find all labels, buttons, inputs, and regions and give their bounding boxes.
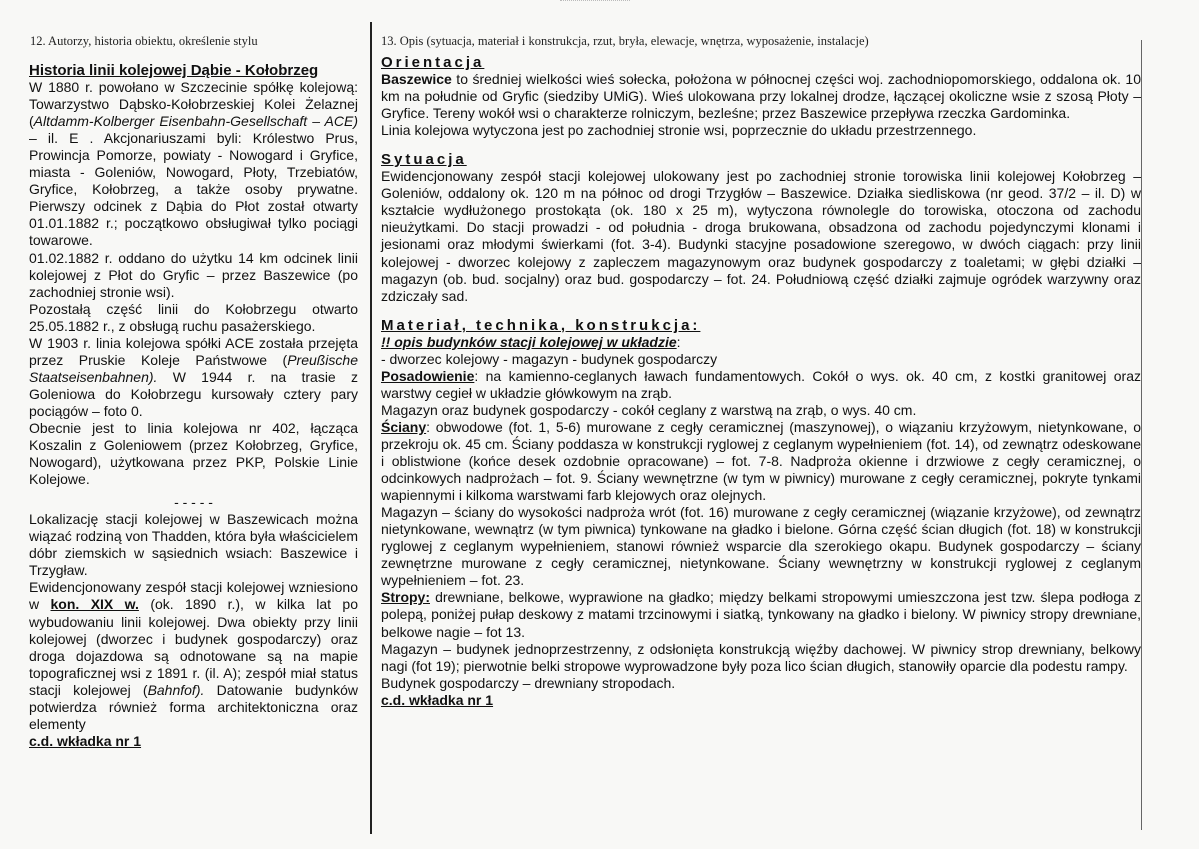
scan-dots: [560, 0, 630, 7]
situation-paragraph: Ewidencjonowany zespół stacji kolejowej ulokowany jest po zachodniej stronie torowiska linii kolejowej Kołobrzeg – Goleniów, oddalony ok. 120 m na północ od drogi Trzygłów – Baszewice. Działka siedliskowa (nr geod. 37/2 – il. D) w kształcie wydłużonego prostokąta (ok. 180 x 25 m), wytyczona równolegle do torowiska, otoczona od zachodu nieużytkami. Do stacji prowadzi - od południa - droga brukowana, obsadzona od zachodu pojedynczymi klonami i jesionami oraz młodymi świerkami (fot. 3-4). Budynki stacyjne posadowione szeregowo, w dwóch ciągach: przy linii kolejowej - dworzec kolejowy z zapleczem magazynowym oraz budynek gospodarczy z toaletami; w głębi działki – magazyn (ob. bud. socjalny) oraz bud. gospodarczy – fot. 24. Południową część działki zajmuje ogródek warzywny oraz zdziczały sad.: [381, 168, 1141, 304]
material-subheading: !! opis budynków stacji kolejowej w układzie:: [381, 333, 681, 350]
description-column: [381, 54, 1141, 709]
ceilings-paragraph: Stropy: drewniane, belkowe, wyprawione na gładko; między belkami stropowymi umieszczona jest tzw. ślepa podłoga z polepą, poniżej pułap deskowy z matami trzcinowymi i siatką, tynkowany na gładko i bielony. W piwnicy stropy drewniane, belkowe nagie – fot 13.: [381, 589, 1141, 640]
warehouse-ceiling-paragraph: Magazyn – budynek jednoprzestrzenny, z odsłonięta konstrukcją więźby dachowej. W piwnicy strop drewniany, belkowy nagi (fot 19); pierwotnie belki stropowe wyprowadzone były poza lico ścian długich, stanowiły oparcie dla podestu rampy.: [381, 640, 1141, 674]
history-title: Historia linii kolejowej Dąbie - Kołobrzeg: [29, 62, 319, 79]
warehouse-plinth-line: Magazyn oraz budynek gospodarczy - cokół ceglany z warstwą na zrąb, o wys. 40 cm.: [381, 401, 917, 418]
column-divider: [370, 22, 372, 834]
right-column-header: 13. Opis (sytuacja, materiał i konstrukcja, rzut, bryła, elewacje, wnętrza, wyposażenie, instalacje): [381, 34, 869, 48]
history-paragraph-7: Ewidencjonowany zespół stacji kolejowej wzniesiono w kon. XIX w. (ok. 1890 r.), w kilka lat po wybudowaniu linii kolejowej. Dwa obiekty przy linii kolejowej (dworzec i budynek gospodarczy) oraz droga dojazdowa są odnotowane są na mapie topograficznej wsi z 1891 r. (il. A); zespół miał status stacji kolejowej (Bahnfof). Datowanie budynków potwierdza również forma architektoniczna oraz elementy: [29, 579, 358, 732]
outbuilding-ceiling-line: Budynek gospodarczy – drewniany stropodach.: [381, 674, 676, 691]
history-paragraph-5: Obecnie jest to linia kolejowa nr 402, łącząca Koszalin z Goleniowem (przez Kołobrzeg, Gryfice, Nowogard), użytkowana przez PKP, Polskie Linie Kolejowe.: [29, 419, 358, 488]
situation-heading: Sytuacja: [381, 151, 467, 169]
continuation-note-left: c.d. wkładka nr 1: [29, 732, 142, 749]
building-list: - dworzec kolejowy - magazyn - budynek gospodarczy: [381, 350, 718, 367]
material-heading: Materiał, technika, konstrukcja:: [381, 316, 701, 334]
left-column-header: 12. Autorzy, historia obiektu, określenie stylu: [30, 34, 258, 48]
orientation-line: Linia kolejowa wytyczona jest po zachodniej stronie wsi, poprzecznie do układu przestrzennego.: [381, 122, 977, 139]
foundation-paragraph: Posadowienie: na kamienno-ceglanych ławach fundamentowych. Cokół o wys. ok. 40 cm, z kostki granitowej oraz warstwy cegieł w układzie główkowym na zrąb.: [381, 367, 1141, 401]
history-paragraph-1: W 1880 r. powołano w Szczecinie spółkę kolejową: Towarzystwo Dąbsko-Kołobrzeskiej Kolei Żelaznej (Altdamm-Kolberger Eisenbahn-Gesellschaft – ACE) – il. E . Akcjonariuszami byli: Królestwo Prus, Prowincja Pomorze, powiaty - Nowogard i Gryfice, miasta - Goleniów, Nowogard, Płoty, Trzebiatów, Gryfice, Kołobrzeg, a także osoby prywatne. Pierwszy odcinek z Dąbia do Płot został otwarty 01.01.1882 r.; początkowo obsługiwał tylko pociągi towarowe.: [29, 79, 358, 249]
history-paragraph-2: 01.02.1882 r. oddano do użytku 14 km odcinek linii kolejowej z Płot do Gryfic – przez Baszewice (po zachodniej stronie wsi).: [29, 249, 358, 300]
section-separator: - - - - -: [174, 494, 213, 511]
continuation-note-right: c.d. wkładka nr 1: [381, 691, 494, 708]
history-paragraph-6: Lokalizację stacji kolejowej w Baszewicach można wiązać rodziną von Thadden, która była właścicielem dóbr ziemskich w sąsiednich wsiach: Baszewice i Trzygław.: [29, 511, 358, 579]
right-border: [1141, 40, 1142, 830]
history-paragraph-3: Pozostałą część linii do Kołobrzegu otwarto 25.05.1882 r., z obsługą ruchu pasażerskiego.: [29, 300, 358, 334]
history-paragraph-4: W 1903 r. linia kolejowa spółki ACE została przejęta przez Pruskie Koleje Państwowe (Preußische Staatseisenbahnen). W 1944 r. na trasie z Goleniowa do Kołobrzegu kursowały cztery pary pociągów – foto 0.: [29, 334, 358, 419]
history-column: [29, 62, 358, 750]
orientation-heading: Orientacja: [381, 54, 485, 71]
walls-paragraph: Ściany: obwodowe (fot. 1, 5-6) murowane z cegły ceramicznej (maszynowej), o wiązaniu krzyżowym, nietynkowane, o przekroju ok. 45 cm. Ściany poddasza w konstrukcji ryglowej z ceglanym wypełnieniem (fot. 14), od zewnątrz odeskowane i oblistwione (końce desek ozdobnie opracowane) – fot. 7-8. Nadproża okienne i drzwiowe z cegły ceramicznej, o odcinkowych nadprożach – fot. 9. Ściany wewnętrzne (w tym w piwnicy) murowane z cegły ceramicznej, pokryte tynkami wapiennymi i kilkoma warstwami farb klejowych oraz olejnych.: [381, 418, 1141, 504]
orientation-paragraph: Baszewice to średniej wielkości wieś sołecka, położona w północnej części woj. zachodniopomorskiego, oddalona ok. 10 km na południe od Gryfic (siedziby UMiG). Wieś ulokowana przy lokalnej drodze, łączącej okoliczne wsie z szosą Płoty – Gryfice. Tereny wokół wsi o charakterze rolniczym, bezleśne; przez Baszewice przepływa rzeczka Gardominka.: [381, 71, 1141, 122]
warehouse-walls-paragraph: Magazyn – ściany do wysokości nadproża wrót (fot. 16) murowane z cegły ceramicznej (wiązanie krzyżowe), od zewnątrz nietynkowane, wewnątrz (w tym piwnica) tynkowane na gładko i bielone. Górna część ścian długich (fot. 18) w konstrukcji ryglowej z ceglanym wypełnieniem, stanowi również wsparcie dla szerokiego okapu. Budynek gospodarczy – ściany zewnętrzne murowane z cegły ceramicznej, nietynkowane. Ściany wewnętrzny w konstrukcji ryglowej z ceglanym wypełnieniem – fot. 23.: [381, 504, 1141, 589]
